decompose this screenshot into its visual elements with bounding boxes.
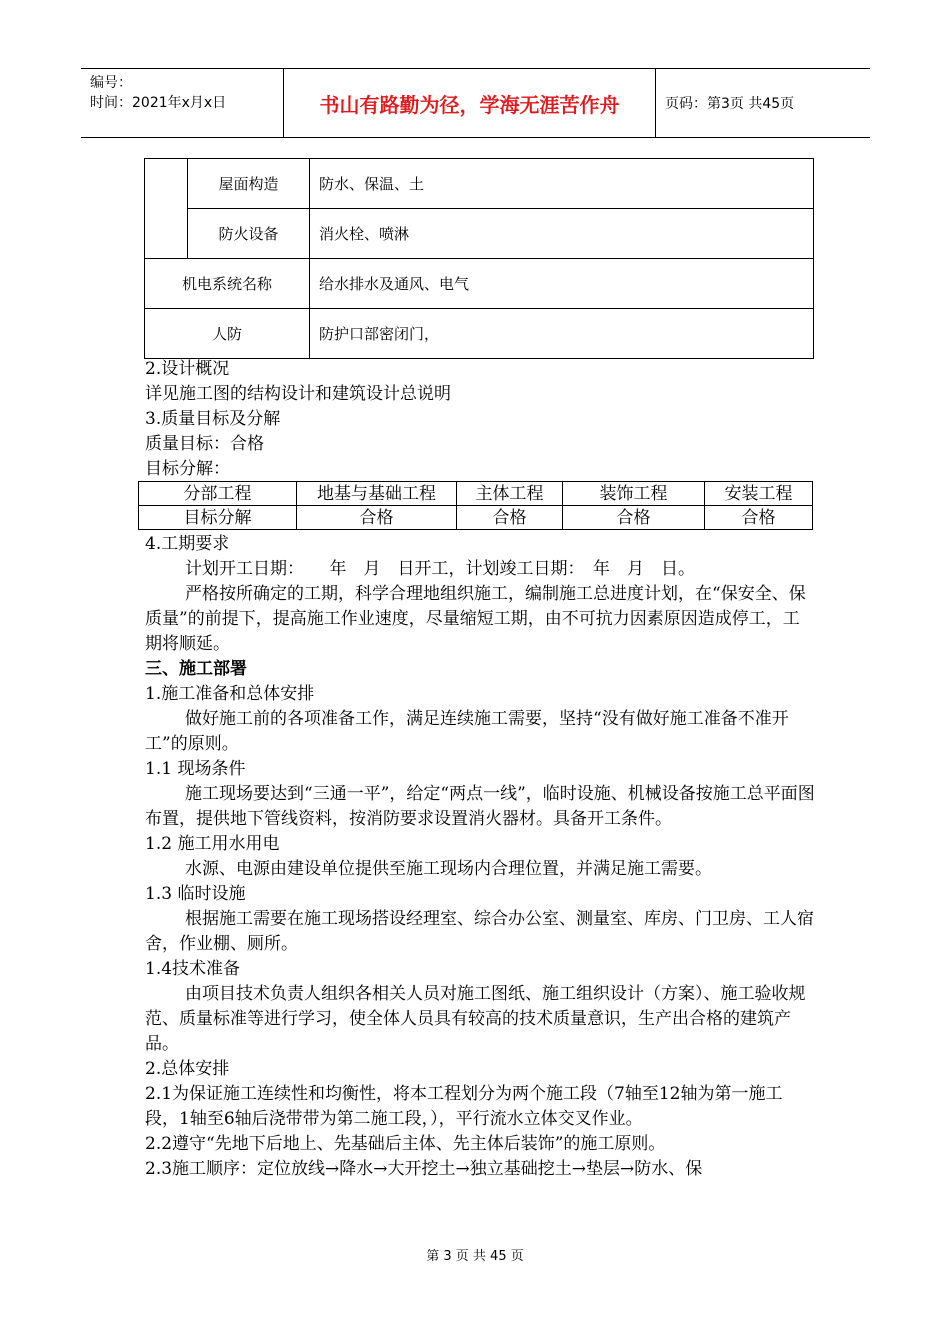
header-page-info: 页码：第3页 共45页 (665, 96, 795, 112)
row-label: 防火设备 (188, 209, 310, 259)
paragraph: 2.2遵守“先地下后地上、先基础后主体、先主体后装饰”的施工原则。 (145, 1134, 666, 1154)
paragraph: 做好施工前的各项准备工作，满足连续施工需要，坚持“没有做好施工准备不准开工”的原则。 (145, 709, 789, 754)
column-header: 装饰工程 (563, 482, 705, 506)
section-heading: 2.总体安排 (145, 1059, 230, 1079)
chapter-heading: 三、施工部署 (145, 659, 247, 679)
quality-breakdown-table (138, 481, 813, 530)
paragraph: 2.1为保证施工连续性和均衡性，将本工程划分为两个施工段（7轴至12轴为第一施工段，1轴至6轴后浇带带为第二施工段，），平行流水立体交叉作业。 (145, 1084, 783, 1129)
merged-cell (145, 159, 188, 259)
row-value: 给水排水及通风、电气 (310, 259, 814, 309)
paragraph: 计划开工日期： 年 月 日开工，计划竣工日期： 年 月 日。 (185, 559, 695, 579)
section-heading: 1.4技术准备 (145, 959, 241, 979)
table-cell: 合格 (457, 506, 563, 530)
section-heading: 1.1 现场条件 (145, 759, 246, 779)
building-info-table (144, 158, 814, 359)
header-motto: 书山有路勤为径，学海无涯苦作舟 (283, 69, 656, 137)
paragraph: 2.3施工顺序：定位放线→降水→大开挖土→独立基础挖土→垫层→防水、保 (145, 1159, 703, 1179)
table-row (145, 209, 814, 259)
row-value: 消火栓、喷淋 (310, 209, 814, 259)
design-quality-section (145, 357, 815, 482)
section-heading: 1.施工准备和总体安排 (145, 684, 315, 704)
table-cell: 目标分解 (139, 506, 297, 530)
row-label: 人防 (145, 309, 310, 359)
paragraph: 水源、电源由建设单位提供至施工现场内合理位置，并满足施工需要。 (185, 859, 712, 879)
row-value: 防水、保温、土 (310, 159, 814, 209)
column-header: 主体工程 (457, 482, 563, 506)
table-row (145, 259, 814, 309)
paragraph: 详见施工图的结构设计和建筑设计总说明 (145, 384, 451, 404)
table-header-row (139, 482, 813, 506)
table-cell: 合格 (297, 506, 457, 530)
page-header (81, 68, 870, 138)
paragraph: 由项目技术负责人组织各相关人员对施工图纸、施工组织设计（方案）、施工验收规范、质量标准等进行学习，使全体人员具有较高的技术质量意识，生产出合格的建筑产品。 (145, 984, 806, 1054)
table-cell: 合格 (705, 506, 813, 530)
header-meta (81, 69, 283, 137)
table-row (139, 506, 813, 530)
table-row (145, 159, 814, 209)
column-header: 地基与基础工程 (297, 482, 457, 506)
row-label: 屋面构造 (188, 159, 310, 209)
row-value: 防护口部密闭门， (310, 309, 814, 359)
paragraph: 施工现场要达到“三通一平”，给定“两点一线”，临时设施、机械设备按施工总平面图布置，提供地下管线资料，按消防要求设置消火器材。具备开工条件。 (145, 784, 815, 829)
section-heading: 2.设计概况 (145, 359, 230, 379)
column-header: 分部工程 (139, 482, 297, 506)
section-heading: 1.3 临时设施 (145, 884, 246, 904)
number-label: 编号： (90, 75, 132, 91)
paragraph: 根据施工需要在施工现场搭设经理室、综合办公室、测量室、库房、门卫房、工人宿舍，作业棚、厕所。 (145, 909, 814, 954)
paragraph: 目标分解： (145, 459, 230, 479)
table-cell: 合格 (563, 506, 705, 530)
page-footer: 第 3 页 共 45 页 (426, 1249, 524, 1264)
schedule-deployment-section (145, 532, 815, 1182)
paragraph: 严格按所确定的工期，科学合理地组织施工，编制施工总进度计划，在“保安全、保质量”的前提下，提高施工作业速度，尽量缩短工期，由不可抗力因素原因造成停工，工期将顺延。 (145, 584, 806, 654)
time-label: 时间：2021年x月x日 (90, 95, 227, 111)
section-heading: 1.2 施工用水用电 (145, 834, 280, 854)
column-header: 安装工程 (705, 482, 813, 506)
section-heading: 4.工期要求 (145, 534, 230, 554)
table-row (145, 309, 814, 359)
section-heading: 3.质量目标及分解 (145, 409, 281, 429)
paragraph: 质量目标：合格 (145, 434, 264, 454)
row-label: 机电系统名称 (145, 259, 310, 309)
